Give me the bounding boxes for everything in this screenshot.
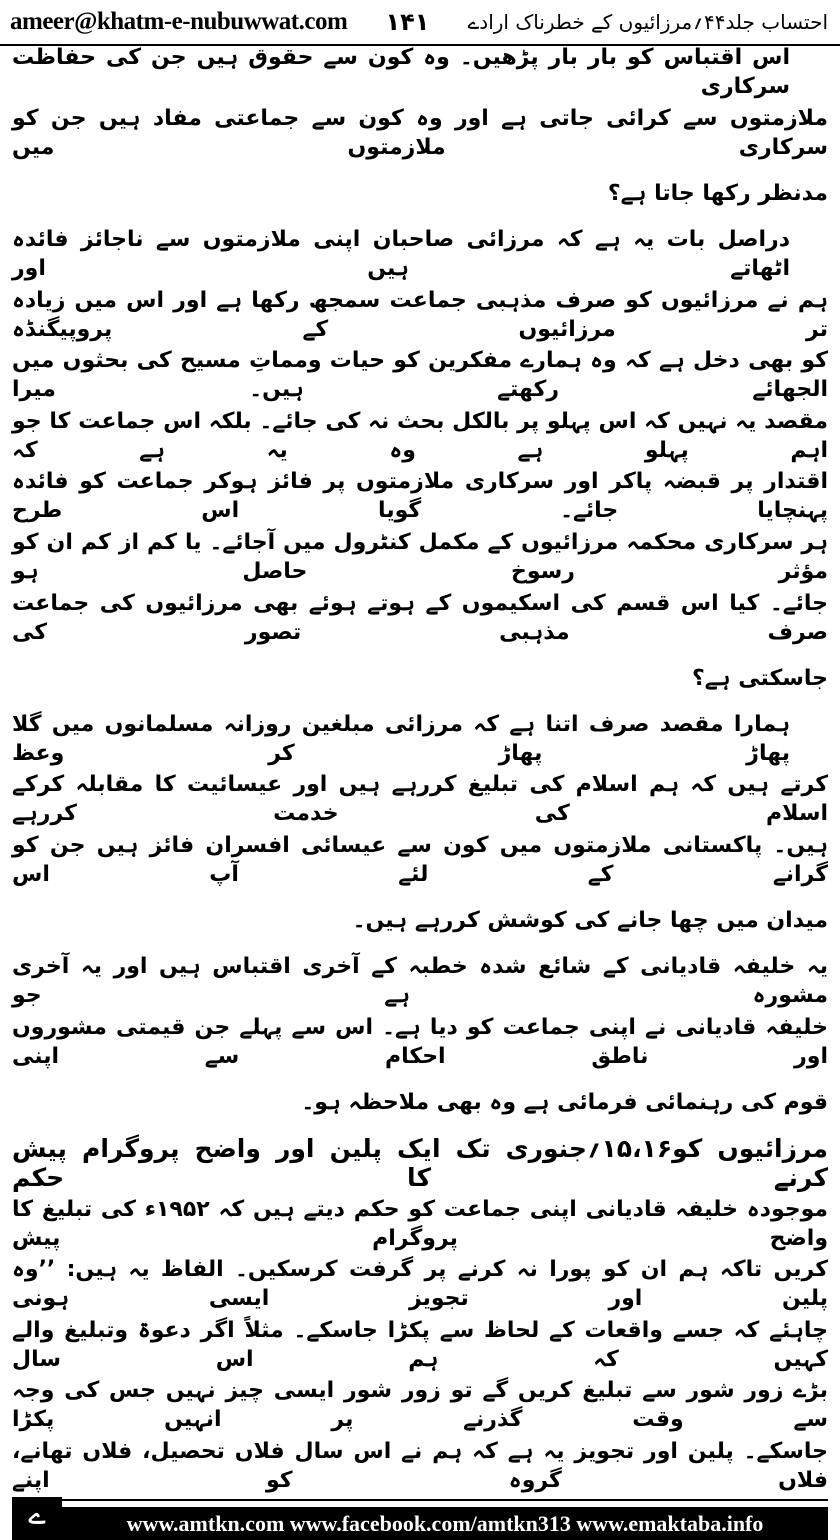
text-line: ہم نے مرزائیوں کو صرف مذہبی جماعت سمجھ رکھا ہے اور اس میں زیادہ تر مرزائیوں کے پروپیگنڈہ — [12, 287, 828, 342]
text-line: چاہئے کہ جسے واقعات کے لحاظ سے پکڑا جاسکے۔ مثلاً اگر دعوۃ وتبلیغ والے کہیں کہ ہم اس سال — [12, 1317, 828, 1372]
text-line: اقتدار پر قبضہ پاکر اور سرکاری ملازمتوں پر فائز ہوکر جماعت کو فائدہ پہنچایا جائے۔ گویا اس طرح — [12, 469, 828, 524]
page-header — [0, 0, 840, 46]
text-line: جاسکتی ہے؟ — [692, 665, 828, 691]
text-line: ہیں۔ پاکستانی ملازمتوں میں کون سے عیسائی افسران فائز ہیں جن کو گرانے کے لئے آپ اس — [12, 833, 828, 888]
book-title: احتساب جلد۴۴؍مرزائیوں کے خطرناک ارادے — [467, 10, 828, 34]
page-number: ۱۴۱ — [385, 8, 430, 36]
text-line: میدان میں چھا جانے کی کوشش کررہے ہیں۔ — [352, 908, 828, 934]
text-line: کرتے ہیں کہ ہم اسلام کی تبلیغ کررہے ہیں اور عیسائیت کا مقابلہ کرکے اسلام کی خدمت کررہے — [12, 772, 828, 827]
header-email: ameer@khatm-e-nubuwwat.com — [10, 8, 348, 35]
text-line: قوم کی رہنمائی فرمائی ہے وہ بھی ملاحظہ ہو۔ — [301, 1089, 828, 1115]
text-line: خلیفہ قادیانی نے اپنی جماعت کو دیا ہے۔ اس سے پہلے جن قیمتی مشوروں اور ناطق احکام سے اپنی — [12, 1014, 828, 1069]
footer-links: www.amtkn.com www.facebook.com/amtkn313 www.emaktaba.info — [62, 1507, 828, 1540]
text-line: مقصد یہ نہیں کہ اس پہلو پر بالکل بحث نہ کی جائے۔ بلکہ اس جماعت کا جو اہم پہلو ہے وہ یہ ہے کہ — [12, 408, 828, 463]
text-line: کریں تاکہ ہم ان کو پورا نہ کرنے پر گرفت کرسکیں۔ الفاظ یہ ہیں: ’’وہ پلین اور تجویز ایسی ہونی — [12, 1257, 828, 1312]
text-line: موجودہ خلیفہ قادیانی اپنی جماعت کو حکم دیتے ہیں کہ ۱۹۵۲ء کی تبلیغ کا واضح پروگرام پیش — [12, 1196, 829, 1251]
text-line: ملازمتوں سے کرائی جاتی ہے اور وہ کون سے جماعتی مفاد ہیں جن کو سرکاری ملازمتوں میں — [12, 105, 828, 160]
section-heading: مرزائیوں کو۱۵،۱۶؍جنوری تک ایک پلین اور واضح پروگرام پیش کرنے کا حکم — [12, 1133, 828, 1192]
text-line: اس اقتباس کو بار بار پڑھیں۔ وہ کون سے حقوق ہیں جن کی حفاظت سرکاری — [12, 45, 790, 100]
footer-marker: ے — [12, 1497, 62, 1540]
text-line: مدنظر رکھا جاتا ہے؟ — [607, 180, 828, 206]
text-line: دراصل بات یہ ہے کہ مرزائی صاحبان اپنی ملازمتوں سے ناجائز فائدہ اٹھاتے ہیں اور — [12, 227, 790, 282]
footer-divider — [62, 1499, 828, 1501]
text-line: بڑے زور شور سے تبلیغ کریں گے تو زور شور ایسی چیز نہیں جس کی وجہ سے وقت گذرنے پر انہیں پکڑا — [12, 1378, 828, 1433]
text-line: جائے۔ کیا اس قسم کی اسکیموں کے ہوتے ہوئے بھی مرزائیوں کی جماعت صرف مذہبی تصور کی — [12, 590, 828, 645]
text-line: جاسکے۔ پلین اور تجویز یہ ہے کہ ہم نے اس سال فلاں تحصیل، فلاں تھانے، فلاں گروہ کو اپنے — [12, 1438, 828, 1493]
text-line: کو بھی دخل ہے کہ وہ ہمارے مفکرین کو حیات ومماتِ مسیح کی بحثوں میں الجھائے رکھتے ہیں۔ میرا — [12, 348, 828, 403]
text-line: ہمارا مقصد صرف اتنا ہے کہ مرزائی مبلغین روزانہ مسلمانوں میں گلا پھاڑ پھاڑ کر وعظ — [12, 711, 790, 766]
page-footer — [12, 1497, 828, 1540]
page-body — [12, 42, 828, 1496]
text-line: ہر سرکاری محکمہ مرزائیوں کے مکمل کنٹرول میں آجائے۔ یا کم از کم ان کو مؤثر رسوخ حاصل ہو — [12, 530, 828, 585]
text-line: یہ خلیفہ قادیانی کے شائع شدہ خطبہ کے آخری اقتباس ہیں اور یہ آخری مشورہ ہے جو — [12, 954, 828, 1009]
